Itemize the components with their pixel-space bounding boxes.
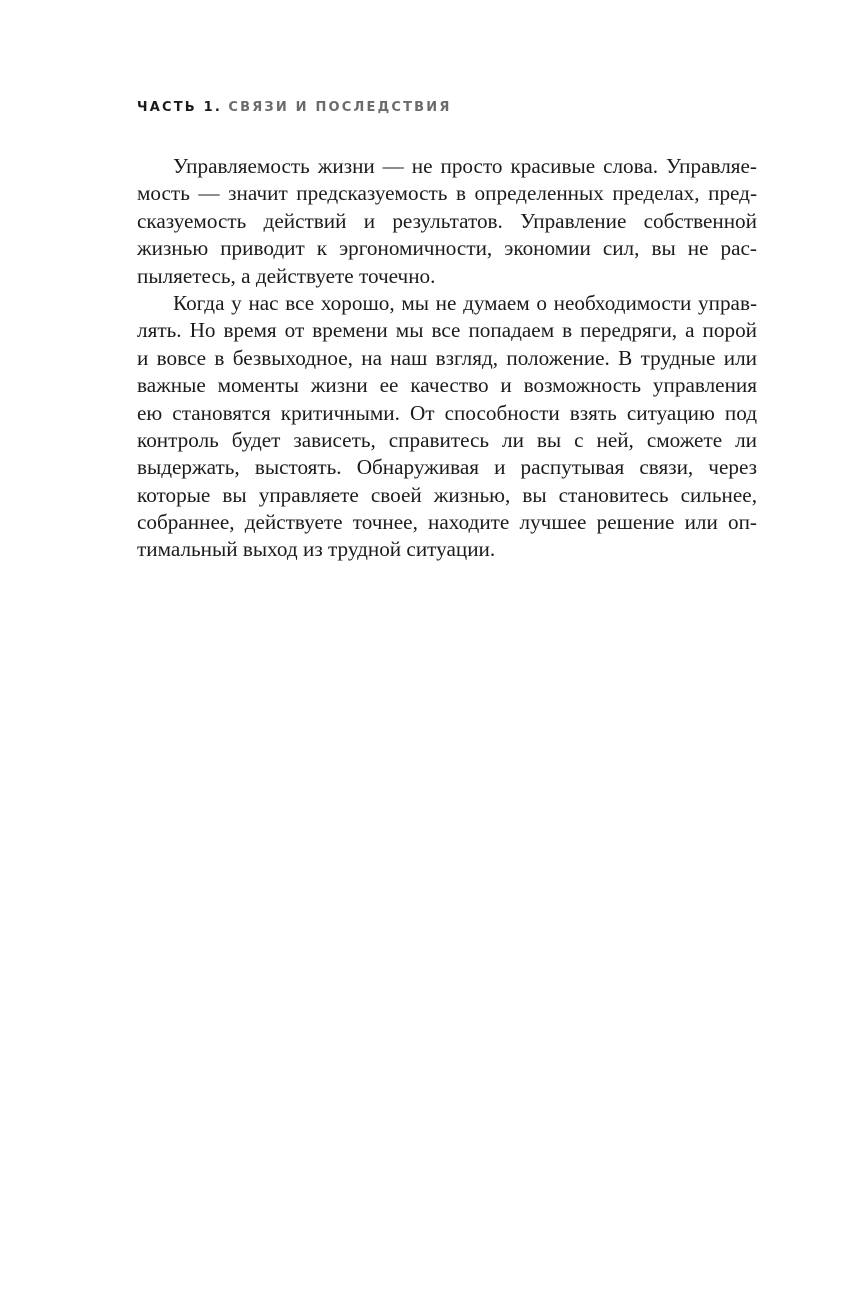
- paragraph-1: [137, 153, 757, 290]
- text-line: сказуемость действий и результатов. Управление собственной: [137, 208, 757, 233]
- text-line: тимальный выход из трудной ситуации.: [137, 537, 496, 562]
- text-line: Управляемость жизни — не просто красивые слова. Управляе-: [173, 154, 757, 178]
- running-header-part-title: СВЯЗИ И ПОСЛЕДСТВИЯ: [228, 100, 452, 115]
- running-header-part-label: ЧАСТЬ 1.: [137, 100, 222, 115]
- text-line: ею становятся критичными. От способности взять ситуацию под: [137, 400, 757, 425]
- text-line: пыляетесь, а действуете точечно.: [137, 263, 436, 288]
- text-line: собраннее, действуете точнее, находите лучшее решение или оп-: [137, 510, 757, 535]
- text-line: лять. Но время от времени мы все попадаем в передряги, а порой: [137, 318, 757, 343]
- text-line: контроль будет зависеть, справитесь ли вы с ней, сможете ли: [137, 427, 757, 452]
- text-line: Когда у нас все хорошо, мы не думаем о необходимости управ-: [173, 290, 757, 315]
- paragraph-2: [137, 290, 757, 564]
- text-line: выдержать, выстоять. Обнаруживая и распутывая связи, через: [137, 455, 757, 480]
- text-line: и вовсе в безвыходное, на наш взгляд, положение. В трудные или: [137, 345, 757, 370]
- text-line: мость — значит предсказуемость в определенных пределах, пред-: [137, 181, 757, 206]
- body-text: [137, 153, 757, 564]
- text-line: жизнью приводит к эргономичности, экономии сил, вы не рас-: [137, 236, 757, 261]
- text-line: важные моменты жизни ее качество и возможность управления: [137, 373, 757, 398]
- running-header: [137, 99, 452, 117]
- text-line: которые вы управляете своей жизнью, вы становитесь сильнее,: [137, 482, 757, 507]
